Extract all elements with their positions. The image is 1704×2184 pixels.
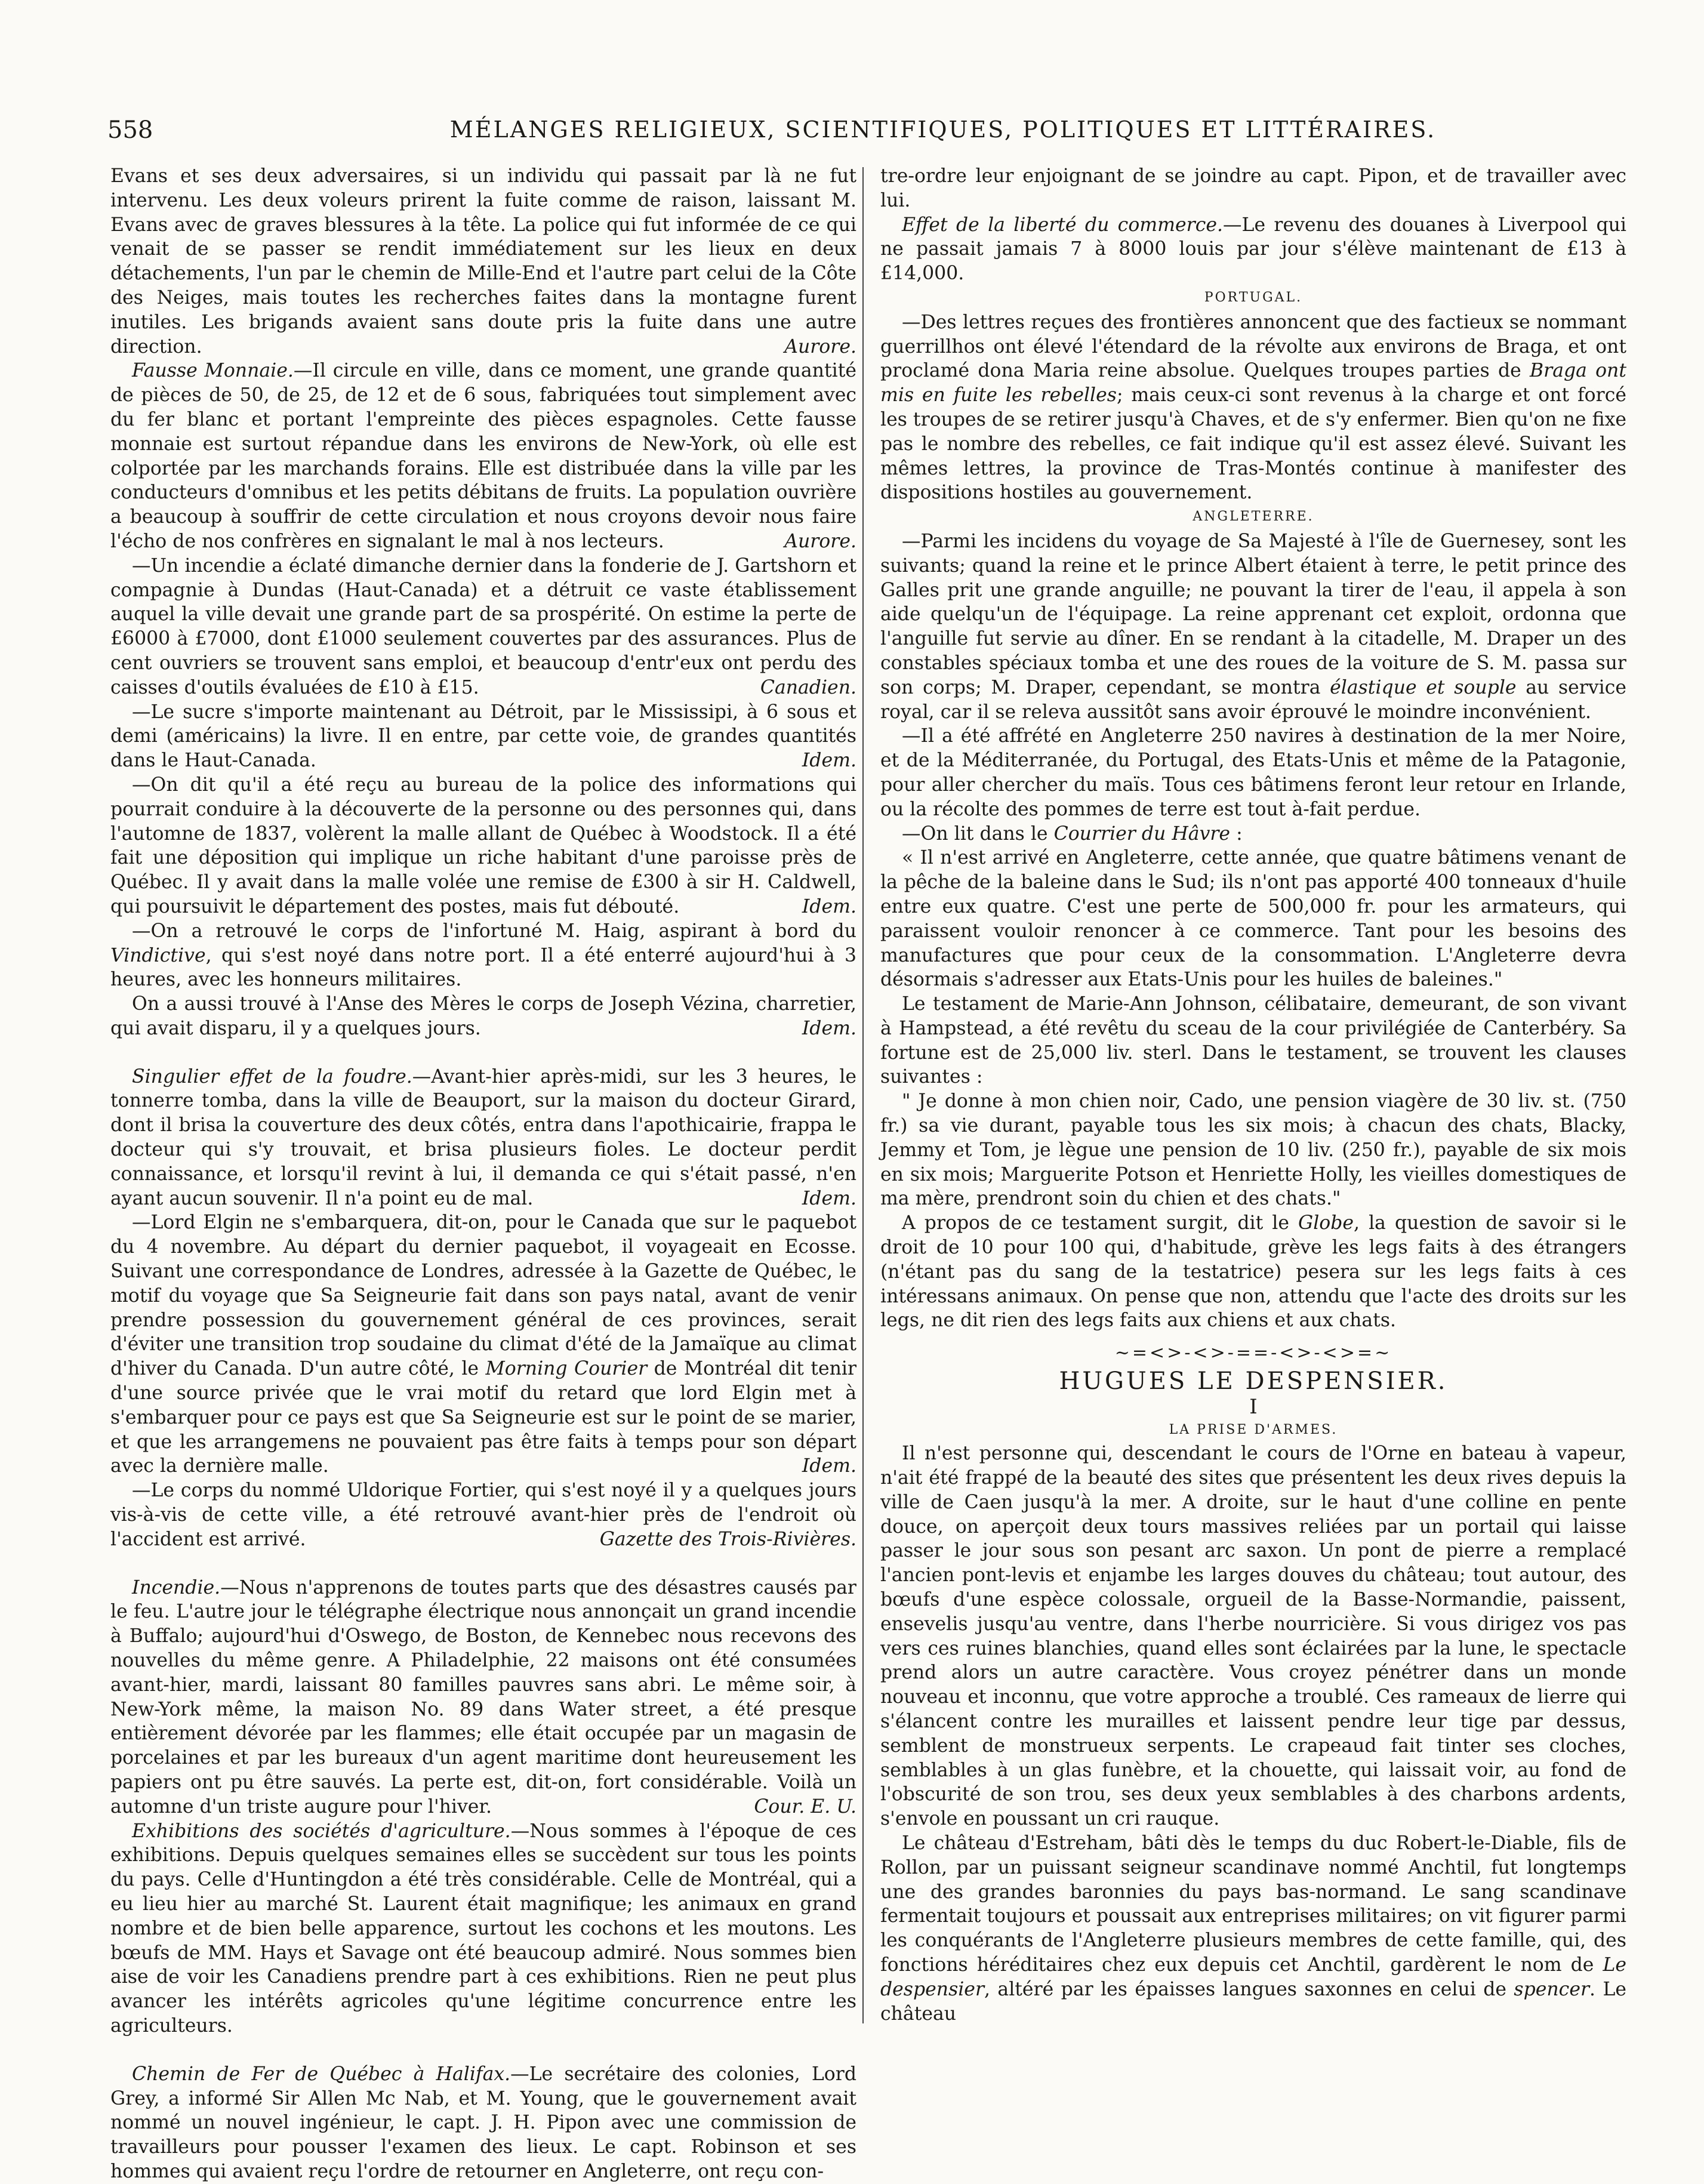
source-credit: Aurore. [784,530,856,552]
article-incendie: Incendie.—Nous n'apprenons de toutes parts que des désastres causés par le feu. L'autre jour le télégraphe électrique nous annonçait un grand incendie à Buffalo; aujourd'hui d'Oswego, de Boston, de Kennebec nous recevons des nouvelles du même genre. A Philadelphie, 22 maisons ont été consumées avant-hier, mardi, laissant 80 familles pauvres sans abri. Le même soir, à New-York même, la maison No. 89 dans Water street, a été presque entièrement dévorée par les flammes; elle était occupée par un magasin de porcelaines et par les bureaux d'un agent maritime dont heureusement les papiers ont pu être sauvés. La perte est, dit-on, fort considérable. Voilà un automne d'un triste augure pour l'hiver. [110,1576,856,1818]
article-heading: Singulier effet de la foudre. [132,1065,412,1088]
story-paragraph: Le château d'Estreham, bâti dès le temps du duc Robert-le-Diable, fils de Rollon, par un puissant seigneur scandinave nommé Anchtil, fut longtemps une des grandes baronnies du pays bas-normand. Le sang scandinave fermentait toujours et poussait aux entreprises militaires; on vit figurer parmi les conquérants de l'Angleterre plusieurs membres de cette famille, qui, des fonctions héréditaires chez eux depuis cet Anchtil, gardèrent le nom de Le despensier, altéré par les épaisses langues saxonnes en celui de spencer. Le château [880,1832,1626,2025]
newspaper-name: Globe [1298,1212,1354,1234]
source-credit: Idem. [802,1017,856,1039]
chapter-number: I [1249,1395,1258,1419]
left-column [110,164,856,2182]
running-title: MÉLANGES RELIGIEUX, SCIENTIFIQUES, POLITIQUES ET LITTÉRAIRES. [449,116,1437,143]
section-heading-angleterre: ANGLETERRE. [1193,509,1314,525]
article-incendie-dundas: —Un incendie a éclaté dimanche dernier dans la fonderie de J. Gartshorn et compagnie à Dundas (Haut-Canada) et a détruit ce vaste établissement auquel la ville devait une grande part de sa prospérité. On estime la perte de £6000 à £7000, dont £1000 seulement couvertes par des assurances. Plus de cent ouvriers se trouvent sans emploi, et beaucoup d'entr'eux ont perdu des caisses d'outils évaluées de £10 à £15. [110,555,856,698]
article-testament: Le testament de Marie-Ann Johnson, célibataire, demeurant, de son vivant à Hampstead, a été revêtu du sceau de la cour privilégiée de Canterbéry. Sa fortune est de 25,000 liv. sterl. Dans le testament, se trouvent les clauses suivantes : [880,993,1626,1088]
page-number: 558 [107,116,153,144]
article-fausse-monnaie: Fausse Monnaie.—Il circule en ville, dans ce moment, une grande quantité de pièces de 50, de 25, de 12 et de 6 sous, fabriquées tout simplement avec du fer blanc et portant l'empreinte des pièces espagnoles. Cette fausse monnaie est surtout répandue dans les environs de New-York, où elle est colportée par les marchands forains. Elle est distribuée dans la ville par les conducteurs d'omnibus et les petits débitans de fruits. La population ouvrière a beaucoup à souffrir de cette circulation et nous croyons devoir nous faire l'écho de nos confrères en signalant le mal à nos lecteurs. [110,360,856,552]
article-exhibitions: Exhibitions des sociétés d'agriculture.—Nous sommes à l'époque de ces exhibitions. Depuis quelques semaines elles se succèdent sur tous les points du pays. Celle d'Huntingdon a été très considérable. Celle de Montréal, qui a eu lieu hier au marché St. Laurent était magnifique; les animaux en grand nombre et de bien belle apparence, surtout les cochons et les moutons. Les bœufs de MM. Hays et Savage ont été beaucoup admiré. Nous sommes bien aise de voir les Canadiens prendre part à ces exhibitions. Rien ne peut plus avancer les intérêts agricoles qu'une légitime concurrence entre les agriculteurs. [110,1820,856,2037]
story-title: HUGUES LE DESPENSIER. [1059,1367,1448,1396]
source-credit: Canadien. [760,676,856,698]
ship-name: Vindictive [110,944,206,966]
article-heading: Incendie. [132,1576,221,1598]
right-column [880,164,1626,2026]
source-credit: Gazette des Trois-Rivières. [599,1528,856,1550]
source-credit: Aurore. [784,335,856,358]
newspaper-name: Courrier du Hâvre [1053,823,1231,845]
article-chemin-de-fer: Chemin de Fer de Québec à Halifax.—Le secrétaire des colonies, Lord Grey, a informé Sir Allen Mc Nab, et M. Young, que le gouvernement avait nommé un nouvel ingénieur, le capt. J. H. Pipon avec une commission de travailleurs pour pousser l'examen des lieux. Le capt. Robinson et ses hommes qui avaient reçu l'ordre de retourner en Angleterre, ont reçu con- [110,2063,856,2182]
source-credit: Idem. [802,750,856,772]
article-haig: —On a retrouvé le corps de l'infortuné M. Haig, aspirant à bord du Vindictive, qui s'est noyé dans notre port. Il a été enterré aujourd'hui à 3 heures, avec les honneurs militaires. [110,920,856,991]
article-vezina: On a aussi trouvé à l'Anse des Mères le corps de Joseph Vézina, charretier, qui avait disparu, il y a quelques jours. [110,993,856,1039]
chapter-title: LA PRISE D'ARMES. [1169,1422,1338,1438]
article-sucre: —Le sucre s'importe maintenant au Détroit, par le Mississipi, à 6 sous et demi (américains) la livre. Il en entre, par cette voie, de grandes quantités dans le Haut-Canada. [110,701,856,772]
source-credit: Cour. E. U. [754,1795,856,1818]
article-evans: Evans et ses deux adversaires, si un individu qui passait par là ne fut intervenu. Les deux voleurs prirent la fuite comme de raison, laissant M. Evans avec de graves blessures à la tête. La police qui fut informée de ce qui venait de se passer se rendit immédiatement sur les lieux en deux détachements, l'un par le chemin de Mille-End et l'autre part celui de la Côte des Neiges, mais toutes les recherches faites dans la montagne furent inutiles. Les brigands avaient sans doute pris la fuite dans une autre direction. [110,165,856,358]
quote-testament: " Je donne à mon chien noir, Cado, une pension viagère de 30 liv. st. (750 fr.) sa vie durant, payable tous les six mois; à chacun des chats, Blacky, Jemmy et Tom, je lègue une pension de 10 liv. (250 fr.), payable de six mois en six mois; Marguerite Potson et Henriette Holly, les vieilles domestiques de ma mère, prendront soin du chien et des chats." [880,1091,1626,1210]
article-fortier: —Le corps du nommé Uldorique Fortier, qui s'est noyé il y a quelques jours vis-à-vis de cette ville, a été retrouvé avant-hier près de l'endroit où l'accident est arrivé. [110,1480,856,1550]
source-credit: Idem. [802,895,856,917]
source-credit: Idem. [802,1187,856,1209]
article-heading: Fausse Monnaie. [132,360,294,382]
article-courrier-havre: —On lit dans le Courrier du Hâvre : [902,823,1243,845]
source-credit: Idem. [802,1455,856,1477]
quote-baleine: « Il n'est arrivé en Angleterre, cette année, que quatre bâtimens venant de la pêche de la baleine dans le Sud; ils n'ont pas apporté 400 tonneaux d'huile entre eux quatre. C'est une perte de 500,000 fr. pour les armateurs, qui paraissent vouloir renoncer à ce commerce. Tant pour les besoins des manufactures que pour ceux de la consommation. L'Angleterre devra désormais s'adresser aux Etats-Unis pour les huiles de baleines." [880,847,1626,991]
article-navires: —Il a été affrété en Angleterre 250 navires à destination de la mer Noire, et de la Méditerranée, du Portugal, des Etats-Unis et même de la Patagonie, pour aller chercher du maïs. Tous ces bâtimens feront leur retour en Irlande, ou la récolte des pommes de terre est tout à-fait perdue. [880,725,1626,820]
article-guernesey: —Parmi les incidens du voyage de Sa Majesté à l'île de Guernesey, sont les suivants; quand la reine et le prince Albert étaient à terre, le petit prince des Galles prit une grande anguille; ne pouvant la tirer de l'eau, il appela à son aide quelqu'un de l'équipage. La reine apprenant cet exploit, ordonna que l'anguille fut servie au dîner. En se rendant à la citadelle, M. Draper un des constables spéciaux tomba et une des roues de la voiture de S. M. passa sur son corps; M. Draper, cependant, se montra élastique et souple au service royal, car il se releva aussitôt sans avoir éprouvé le moindre inconvénient. [880,530,1626,723]
article-heading: Chemin de Fer de Québec à Halifax. [132,2063,511,2085]
article-malle-volee: —On dit qu'il a été reçu au bureau de la police des informations qui pourrait conduire à la découverte de la personne ou des personnes qui, dans l'automne de 1837, volèrent la malle allant de Québec à Woodstock. Il a été fait une déposition qui implique un riche habitant d'une paroisse près de Québec. Il y avait dans la malle volée une remise de £300 à sir H. Caldwell, qui poursuivit le département des postes, mais fut débouté. [110,774,856,917]
column-rule [862,167,864,2023]
article-heading: Effet de la liberté du commerce. [902,214,1224,236]
article-lord-elgin: —Lord Elgin ne s'embarquera, dit-on, pour le Canada que sur le paquebot du 4 novembre. Au départ du dernier paquebot, il voyageait en Ecosse. Suivant une correspondance de Londres, adressée à la Gazette de Québec, le motif du voyage que Sa Seigneurie fait dans son pays natal, avant de venir prendre possession du gouvernement général de ces provinces, serait d'éviter une transition trop soudaine du climat d'été de la Jamaïque au climat d'hiver du Canada. D'un autre côté, le Morning Courier de Montréal dit tenir d'une source privée que le vrai motif du retard que lord Elgin met à s'embarquer pour ce pays est que Sa Seigneurie est sur le point de se marier, et que les arrangemens ne pouvaient pas être faits à temps pour son départ avec la dernière malle. [110,1212,856,1477]
newspaper-name: Morning Courier [485,1358,648,1380]
story-paragraph: Il n'est personne qui, descendant le cours de l'Orne en bateau à vapeur, n'ait été frappé de la beauté des sites que présentent les deux rives depuis la ville de Caen jusqu'à la mer. A droite, sur le haut d'une colline en pente douce, on aperçoit deux tours massives reliées par un portail qui laisse passer le jour sous son pesant arc saxon. Un pont de pierre a remplacé l'ancien pont-levis et enjambe les larges douves du château; tout autour, des bœufs d'une espèce colossale, orgueil de la Basse-Normandie, paissent, ensevelis jusqu'au ventre, dans l'herbe nourricière. Si vous dirigez vos pas vers ces ruines blanchies, quand elles sont éclairées par la lune, le spectacle prend alors un autre caractère. Vous croyez pénétrer dans un monde nouveau et inconnu, que votre approche a troublé. Ces rameaux de lierre qui s'élancent contre les murailles et laissent pendre leur tige par dessus, semblent de monstrueux serpents. Le crapeaud fait tinter ses cloches, semblables à un glas funèbre, et la chouette, qui laissait voir, au fond de l'obscurité de son trou, ses deux yeux semblables à des charbons ardents, s'envole en poussant un cri rauque. [880,1443,1626,1830]
article-heading: Exhibitions des sociétés d'agriculture. [132,1820,511,1842]
article-droit-legs: A propos de ce testament surgit, dit le Globe, la question de savoir si le droit de 10 pour 100 qui, d'habitude, grève les legs faits à des étrangers (n'étant pas du sang de la testatrice) pesera sur les legs faits à ces intéressans animaux. On pense que non, attendu que l'acte des droits sur les legs, ne dit rien des legs faits aux chiens et aux chats. [880,1212,1626,1332]
article-liberte-commerce: Effet de la liberté du commerce.—Le revenu des douanes à Liverpool qui ne passait jamais 7 à 8000 louis par jour s'élève maintenant de £13 à £14,000. [880,214,1626,285]
section-heading-portugal: PORTUGAL. [1204,289,1303,305]
article-continued: tre-ordre leur enjoignant de se joindre au capt. Pipon, et de travailler avec lui. [880,165,1626,211]
article-foudre: Singulier effet de la foudre.—Avant-hier après-midi, sur les 3 heures, le tonnerre tomba, dans la ville de Beauport, sur la maison du docteur Girard, dont il brisa la couverture des deux côtés, entra dans l'apothicairie, frappa le docteur qui s'y trouvait, et brisa plusieurs fioles. Le docteur perdit connaissance, et lorsqu'il revint à lui, il demanda ce qui s'était passé, n'en ayant aucun souvenir. Il n'a point eu de mal. [110,1065,856,1209]
page-header [107,116,1611,158]
article-portugal: —Des lettres reçues des frontières annoncent que des factieux se nommant guerrillhos ont élevé l'étendard de la révolte aux environs de Braga, et ont proclamé dona Maria reine absolue. Quelques troupes parties de Braga ont mis en fuite les rebelles; mais ceux-ci sont revenus à la charge et ont forcé les troupes de se retirer jusqu'à Chaves, et de s'y enfermer. Bien qu'on ne fixe pas le nombre des rebelles, ce fait indique qu'il est assez élevé. Suivant les mêmes lettres, la province de Tras-Montés continue à manifester des dispositions hostiles au gouvernement. [880,311,1626,504]
decorative-ornament: ~=<>-<>-==-<>-<>=~ [1114,1342,1392,1364]
